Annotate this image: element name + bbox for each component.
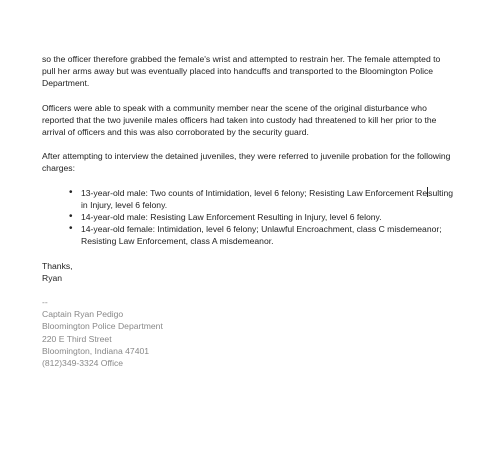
signoff [42,260,454,284]
signature-phone: (812)349-3324 Office [42,358,124,369]
list-item [69,211,454,223]
bullet-icon: • [69,186,73,198]
list-item [69,223,454,247]
email-signature [42,296,454,369]
signature-department: Bloomington Police Department [42,321,163,332]
signoff-name: Ryan [42,272,63,283]
charge-text: 13-year-old male: Two counts of Intimidation, level 6 felony; Resisting Law Enforcement Re [81,187,428,198]
charge-text: 14-year-old male: Resisting Law Enforcement Resulting in Injury, level 6 felony. [81,212,382,223]
email-body[interactable] [42,53,454,369]
bullet-icon: • [69,211,73,223]
charges-list [42,187,454,248]
signoff-thanks: Thanks, [42,260,73,271]
paragraph-referral: After attempting to interview the detained juveniles, they were referred to juvenile probation for the following charges: [42,151,451,174]
signature-city: Bloomington, Indiana 47401 [42,345,150,356]
list-item [69,186,454,211]
signature-separator: -- [42,297,48,308]
signature-street: 220 E Third Street [42,333,112,344]
paragraph-witness: Officers were able to speak with a community member near the scene of the original disturbance who reported that the two juvenile males officers had taken into custody had threatened to kill her prior to the arrival of officers and this was also corroborated by the security guard. [42,102,437,138]
charge-text: sulting in Injury, level 6 felony. [81,187,453,210]
paragraph-restraint: so the officer therefore grabbed the female's wrist and attempted to restrain her. The female attempted to pull her arms away but was eventually placed into handcuffs and transported to the Bloomington Police Department. [42,54,441,89]
signature-name: Captain Ryan Pedigo [42,309,124,320]
bullet-icon: • [69,223,73,235]
charge-text: 14-year-old female: Intimidation, level 6 felony; Unlawful Encroachment, class C misdemeanor; Resisting Law Enforcement, class A misdemeanor. [81,224,442,247]
